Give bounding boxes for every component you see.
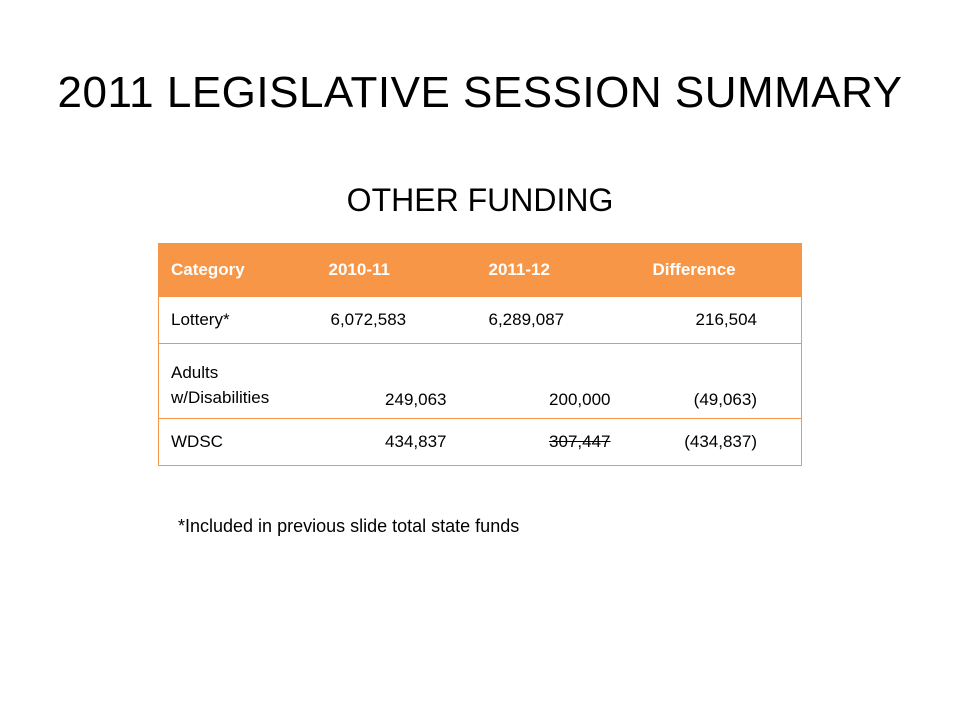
slide-subtitle: OTHER FUNDING <box>346 182 614 218</box>
cell-category: Lottery* <box>159 297 317 344</box>
table-row <box>159 297 802 344</box>
table-row <box>159 419 802 466</box>
footnote: *Included in previous slide total state funds <box>178 516 520 536</box>
cell-category: WDSC <box>159 419 317 466</box>
table-header-row <box>159 244 802 297</box>
cell-2011-12: 200,000 <box>477 344 637 419</box>
column-header-category: Category <box>159 244 317 297</box>
column-header-difference: Difference <box>637 244 802 297</box>
cell-difference: (49,063) <box>637 344 802 419</box>
table-row <box>159 344 802 419</box>
cell-2010-11: 434,837 <box>317 419 477 466</box>
column-header-2010-11: 2010-11 <box>317 244 477 297</box>
other-funding-table <box>158 243 802 466</box>
cell-category <box>159 344 317 419</box>
category-label-line-1: Adults <box>171 363 219 382</box>
cell-2011-12-struck: 307,447 <box>477 419 637 466</box>
column-header-2011-12: 2011-12 <box>477 244 637 297</box>
cell-2011-12: 6,289,087 <box>477 297 637 344</box>
cell-difference: 216,504 <box>637 297 802 344</box>
cell-2010-11: 6,072,583 <box>317 297 477 344</box>
cell-difference: (434,837) <box>637 419 802 466</box>
cell-2010-11: 249,063 <box>317 344 477 419</box>
slide-title: 2011 LEGISLATIVE SESSION SUMMARY <box>57 68 903 117</box>
category-label-line-2: w/Disabilities <box>171 388 270 407</box>
